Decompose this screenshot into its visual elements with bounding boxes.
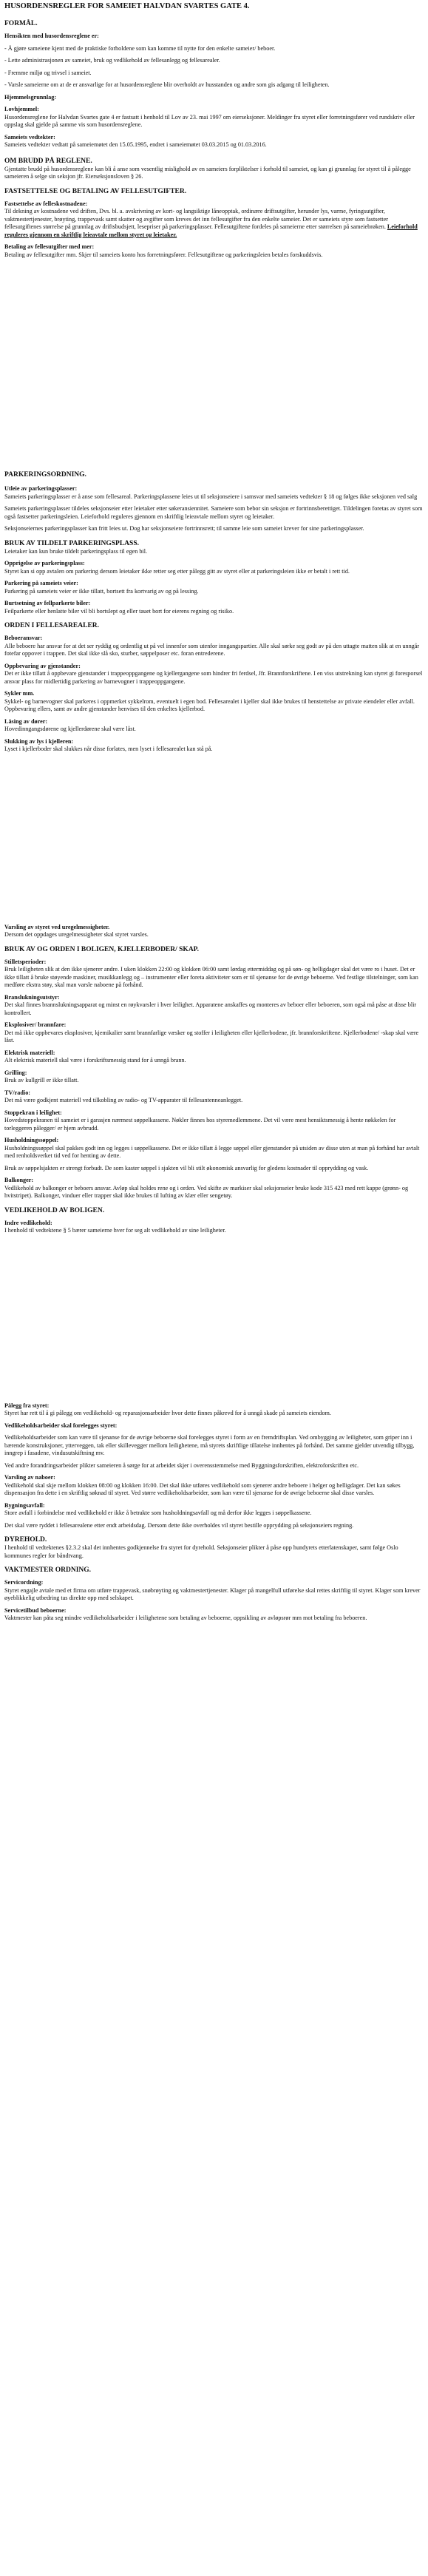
sykler-text: Sykkel- og barnevogner skal parkeres i oppmerket sykkelrom, eventuelt i egen bod. Fellesarealet i kjeller skal ikke brukes til henstettelse av private eiendeler eller avfall. Oppbevaring ellers, samt av andre gjenstander henvises til den enkeltes kjellerbod. [4,697,415,712]
vedtekter-heading: Sameiets vedtekter: [4,133,55,141]
service-text: Styret engajle avtale med et firma om utføre trappevask, snøbrøyting og vaktmestertjenester. Klager på mangelfull utførelse skal rettes skriftlig til styret. Klager som krever øyeblikkelig utbedring tas direkte opp med selskapet. [4,1586,421,1601]
husholdning-text: Husholdningssøppel skal pakkes godt inn og legges i søppelkassene. Det er ikke tillatt å legge søppel eller gjenstander på utsiden av disse uten at man på forhånd har avtalt med renholdsverket tid ved for henting av dette. [4,1144,420,1159]
section-heading-vedlikehold: VEDLIKEHOLD AV BOLIGEN. [4,1206,105,1214]
intent-point: - Lette administrasjonen av sameiet, bruk og vedlikehold av fellesanlegg og fellesarealer. [4,57,220,64]
elektrisk-text: Alt elektrisk materiell skal være i forskriftsmessig stand for å unngå brann. [4,1057,186,1064]
feilparkering-text: Feilparkerte eller henlatte biler vil bli bortslept og eller tauet bort for eierens regning og risiko. [4,607,234,615]
vedtekter-text: Sameiets vedtekter vedtatt på sameiemøtet den 15.05.1995, endret i sameiemøtet 03.03.2015 og 01.03.2016. [4,141,267,148]
indre-heading: Indre vedlikehold: [4,1219,52,1226]
section-heading-bruk-parkering: BRUK AV TILDELT PARKERINGSPLASS. [4,539,139,547]
felleskostnader-text [4,208,424,239]
vei-text: Parkering på sameiets veier er ikke tillatt, bortsett fra kortvarig av og på lessing. [4,587,199,595]
felleskostnader-heading: Fastsettelse av felleskostnadene: [4,200,88,207]
varsling-heading: Varsling av styret ved uregelmessigheter. [4,923,110,930]
eksplosiv-heading: Eksplosiver/ brannfare: [4,1021,67,1028]
service-heading: Servicordning: [4,1579,44,1586]
eksplosiv-text: Det må ikke oppbevares eksplosiver, kjemikalier samt brannfarlige væsker og stoffer i leiligheten eller kjellerbodene, jfr. brannforskriftene. Kjellerbodene/ -skap skal være låst. [4,1029,419,1044]
tv-text: Det må være godkjent materiell ved tilkobling av radio- og TV-apparater til fellesantenneanlegget. [4,1097,243,1103]
oppsigelse-heading: Opprigelse av parkeringsplass: [4,560,85,567]
balkong-text: Vedlikehold av balkonger er beboers ansvar. Avløp skal holdes rene og i orden. Ved skifte av markiser skal seksjonseier bruke kode 315 423 med rett kappe (grønn- og hvitstripet). Balkonger, vinduer eller trapper skal ikke brukes til lufting av klær eller sengetøy. [4,1184,409,1199]
section-heading-parkering: PARKERINGSORDNING. [4,471,86,479]
varsling-naboer-heading: Varsling av naboer: [4,1474,55,1481]
varsling-naboer-text: Vedlikehold skal skje mellom klokken 08:00 og klokken 16:00. Det skal ikke utføres vedlikehold som sjenerer andre beboere i helger og helligdager. Det kan søkes dispensasjon fra dette i en skriftlig søknad til styret. Ved større vedlikeholdsarbeider, som kan være til sjenanse for de øvrige beboerne skal disse varsles. [4,1481,401,1496]
utleie-text: Sameiets parkeringsplasser er å anse som fellesareal. Parkeringsplassene leies ut til seksjonseiere i samsvar med sameiets vedtekter § 18 og følges ikke seksjonen ved salg [4,493,418,500]
lovhjemmel-text: Husordensreglene for Halvdan Svartes gate 4 er fastsatt i henhold til Lov av 23. mai 1997 om eierseksjoner. Meldinger fra styret eller forretningsfører ved rundskriv eller oppslag skal gjelde på samme vis som husordensreglene. [4,113,415,128]
intent-point: - Varsle sameierne om at de er ansvarlige for at husordensreglene blir overholdt av husstanden og andre som gis adgang til leiligheten. [4,81,330,88]
palegg-heading: Pålegg fra styret: [4,1402,50,1409]
bygningsavfall-heading: Bygningsavfall: [4,1501,45,1509]
beboeransvar-heading: Beboeransvar: [4,635,43,641]
varsling-text: Dersom det oppdages uregelmessigheter skal styret varsles. [4,931,149,938]
stoppekran-text: Hovedstoppekranen til sameiet er i garasjen nærmest søppelkassene. Nøkler finnes hos styremedlemmene. Det vil være mest hensiktsmessig å hente nøkkelen for torleggeren pålegger/ er hjem avbrudd. [4,1117,396,1132]
feilparkering-heading: Burtsetning av fellparkerte biler: [4,600,91,606]
balkong-heading: Balkonger: [4,1177,34,1183]
servicetilbud-heading: Servicetilbud beboerne: [4,1606,67,1614]
bruk-parkering-text: Leietaker kan kun bruke tildelt parkeringsplass til egen bil. [4,547,148,555]
section-heading-formal: FORMÅL. [4,20,38,27]
section-heading-dyrehold: DYREHOLD. [4,1536,47,1544]
oppbevaring-heading: Oppbevaring av gjenstander: [4,662,81,669]
brann-text: Det skal finnes brannslukningsapparat og minst en røykvarsler i hver leilighet. Apparatene anskaffes og monteres av beboer eller beboeren, som også må påse at disse blir kontrollert. [4,1001,417,1016]
section-heading-brudd: OM BRUDD PÅ REGLENE. [4,157,92,165]
grill-text: Bruk av kullgrill er ikke tillatt. [4,1077,79,1084]
section-heading-fastsettelse: FASTSETTELSE OG BETALING AV FELLESUTGIFTER. [4,187,187,195]
elektrisk-heading: Elektrisk materiell: [4,1049,55,1056]
lovhjemmel-heading: Lovhjemmel: [4,106,39,112]
forelegges-heading: Vedlikeholdsarbeider skal foreleggеs styret: [4,1421,118,1429]
grill-heading: Grilling: [4,1069,27,1076]
section-heading-orden: ORDEN I FELLESAREALER. [4,622,100,629]
intent-point: - Fremme miljø og trivsel i sameiet. [4,69,92,76]
section-heading-vaktmester: VAKTMESTER ORDNING. [4,1566,92,1574]
forelegges-text-2: Ved andre forandringsarbeider plikter sameieren å sørge for at arbeidet skjer i overensstemmelse med Byggningsforskriften, elektroforskriften etc. [4,1461,359,1469]
brudd-text: Gjentatte brudd på husordensreglene kan bli å anse som vesentlig mislighold av en sameiers forpliktelser i forhold til sameiet, og kan gi grunnlag for styret til å pålegge sameieren å selge sin seksjon jfr. Eierseksjonsloven § 26. [4,165,411,180]
husholdning-heading: Husholdningssøppel: [4,1137,59,1143]
dorer-text: Hovedinngangsdørene og kjellerdørene skal være låst. [4,726,136,732]
oppsigelse-text: Styret kan si opp avtalen om parkering dersom leietaker ikke retter seg etter pålegg gitt av styret eller at parkeringsleien ikke er betalt i rett tid. [4,567,350,575]
dorer-heading: Låsing av dører: [4,717,48,725]
stoppekran-heading: Stoppekran i leilighet: [4,1109,62,1116]
document-title: HUSORDENSREGLER FOR SAMEIET HALVDAN SVARTES GATE 4. [4,2,250,10]
tv-heading: TV/radio: [4,1089,31,1096]
utleie-text-3: Seksjonseiernes parkeringsplasser kan fritt leies ut. Dog har seksjonseiere fortrinnsrett; til samme leie som sameiet krever for sine parkeringsplasser. [4,525,364,532]
dyrehold-text: I henhold til vedtektenes §2.3.2 skal det innhentes godkjennelse fra styret for dyrehold. Seksjonseier plikter å påse opp hundyrets etterlatenskaper, samt følge Oslo kommunes regler for båndtvang. [4,1544,398,1559]
lys-heading: Slukking av lys i kjelleren: [4,737,74,745]
servicetilbud-text: Vaktmester kan påta seg mindre vedlikeholdsarbeider i leilighetene som betaling av beboerne, oppsikling av avløpsrør mm mot betaling fra beboeren. [4,1615,367,1621]
bygningsavfall-text-2: Det skal være ryddet i fellesarealene etter endt arbeidsdag. Dersom dette ikke overholdes vil styret bestille opprydding på seksjonseiers regning. [4,1521,354,1529]
intent-point: - Å gjøre sameienе kjent med de praktiske forholdene som kan komme til nytte for den enkelte sameier/ beboer. [4,44,276,52]
intent-heading: Hensikten med husordensreglene er: [4,33,99,39]
felleskostnader-text-body: Til dekning av kostnadene ved driften, Dvs. bl. a. avskrivning av kort- og langsiktige lånеopptak, ordinære driftsutgifter, herunder lys, varme, fyringsutgifter, vaktmestertjenester, brøyting, trappevask samt skatter og avgifter som kreves det inn fellesutgifter fra den enkelte sameier. Det er sameiets styre som fastsetter fellesutgiftenes størrelse på grunnlag av driftsbudsjett, lesepriser på parkeringsplasser. Fellesutgiftene fordeles på sameierne etter størrelsen på sameiebrøken. [4,208,388,230]
felleskostnader-text-highlight: Leieforhold reguleres gjennom en skriftlig leieavtale mellom styret og leietaker. [4,223,418,238]
husholdning-text-2: Bruk av søppelsjakten er strengt forbudt. De som kaster søppel i sjakten vil bli stilt økonomisk ansvarlig for gledens kostnader til opprydding og vask. [4,1164,369,1172]
utleie-heading: Utleie av parkeringsplasser: [4,485,78,492]
indre-text: I henhold til vedtektene § 5 bærer sameierne hver for seg alt vedlikehold av sine leiligheter. [4,1227,226,1234]
betaling-heading: Betaling av fellesutgifter med mer: [4,243,95,250]
sykler-heading: Sykler mm. [4,690,35,697]
lys-text: Lyset i kjellerboder skal slukkes når disse forlates, men lyset i fellesarealet kan stå på. [4,746,213,752]
section-heading-bolig: BRUK AV OG ORDEN I BOLIGEN, KJELLERBODER/ SKAP. [4,945,199,953]
utleie-text-2: Sameiets parkeringsplasser tildeles seksjonseier etter leietaker etter søkeransiennitet. Sameiere som bebor sin seksjon er fortrinnsberettiget. Tildelingen foretas av styret som også fastsetter parkeringsleien. Leieforhold reguleres gjennom en skriftlig leieavtale mellom styret og leietaker. [4,505,423,520]
betaling-text: Betaling av fellesutgifter mm. Skjer til sameiets konto hos forretningsfører. Fellesutgiftene og parkeringsleien betales forskuddsvis. [4,251,323,258]
brann-heading: Branslukningsutstyr: [4,993,60,1001]
bygningsavfall-text: Store avfall i forbindelse med vedlikehold er ikke å betrakte som husholdningsavfall og må derfor ikke legges i søppelkassene. [4,1510,312,1516]
stille-text: Bruk leiligheten slik at den ikke sjenerer andre. I uken klokken 22:00 og klokken 06:00 samt lørdag ettermiddag og på søn- og helligdager skal det være ro i huset. Det er ikke tillatt å bruke støyende maskiner, musikkanlegg og – instrumenter eller foreta aktiviteter som er til sjenanse for de øvrige beboerne. Ved festlige tilstelninger, som kan medføre ekstra støy, skal man varsle naboene på forhånd. [4,966,418,988]
stille-heading: Stilletsperioder: [4,958,47,965]
hjemmel-heading: Hjemmelsgrunnlag: [4,93,57,101]
palegg-text: Styret har rett til å gi pålegg om vedlikehold- og reparasjonsarbeider hvor dette finnes påkrevd for å unngå skade på sameiets eiendom. [4,1410,331,1416]
vei-heading: Parkering på sameiets veier: [4,580,78,586]
forelegges-text: Vedlikeholdsarbeider som kan være til sjenanse for de øvrige beboerne skal foreleggеs styret i form av en fremdriftsplan. Ved ombygging av leiligheter, som griper inn i bærende konstruksjoner, ytterveggen, tak eller skillevegger mellom leilighetene, må styrets skriftlige tillatelse innhentes på forhånd. Det samme gjelder utvendig tilbygg, inngrep i fasadene, vindusutskiftning mv. [4,1434,415,1456]
oppbevaring-text: Det er ikke tillatt å oppbevare gjenstander i trappeoppgangene og kjellergangene som hindrer fri ferdsel, Jfr. Brannforskriftene. I en viss utstrekning kan styret gi foresporsel ansvar plass for midlertidig parkering av barnevogner i trappeoppgangene. [4,670,423,685]
beboeransvar-text: Alle beboere har ansvar for at det ser ryddig og ordentlig ut på vel innenfor som utenfor inngangspartier. Alle skal sørke seg godt av på den uttagte matten slik at en unngår fotefar oppover i trappen. Det skal ikke slå sko, sturber, søppelposer etc. foran entrederene. [4,642,420,657]
